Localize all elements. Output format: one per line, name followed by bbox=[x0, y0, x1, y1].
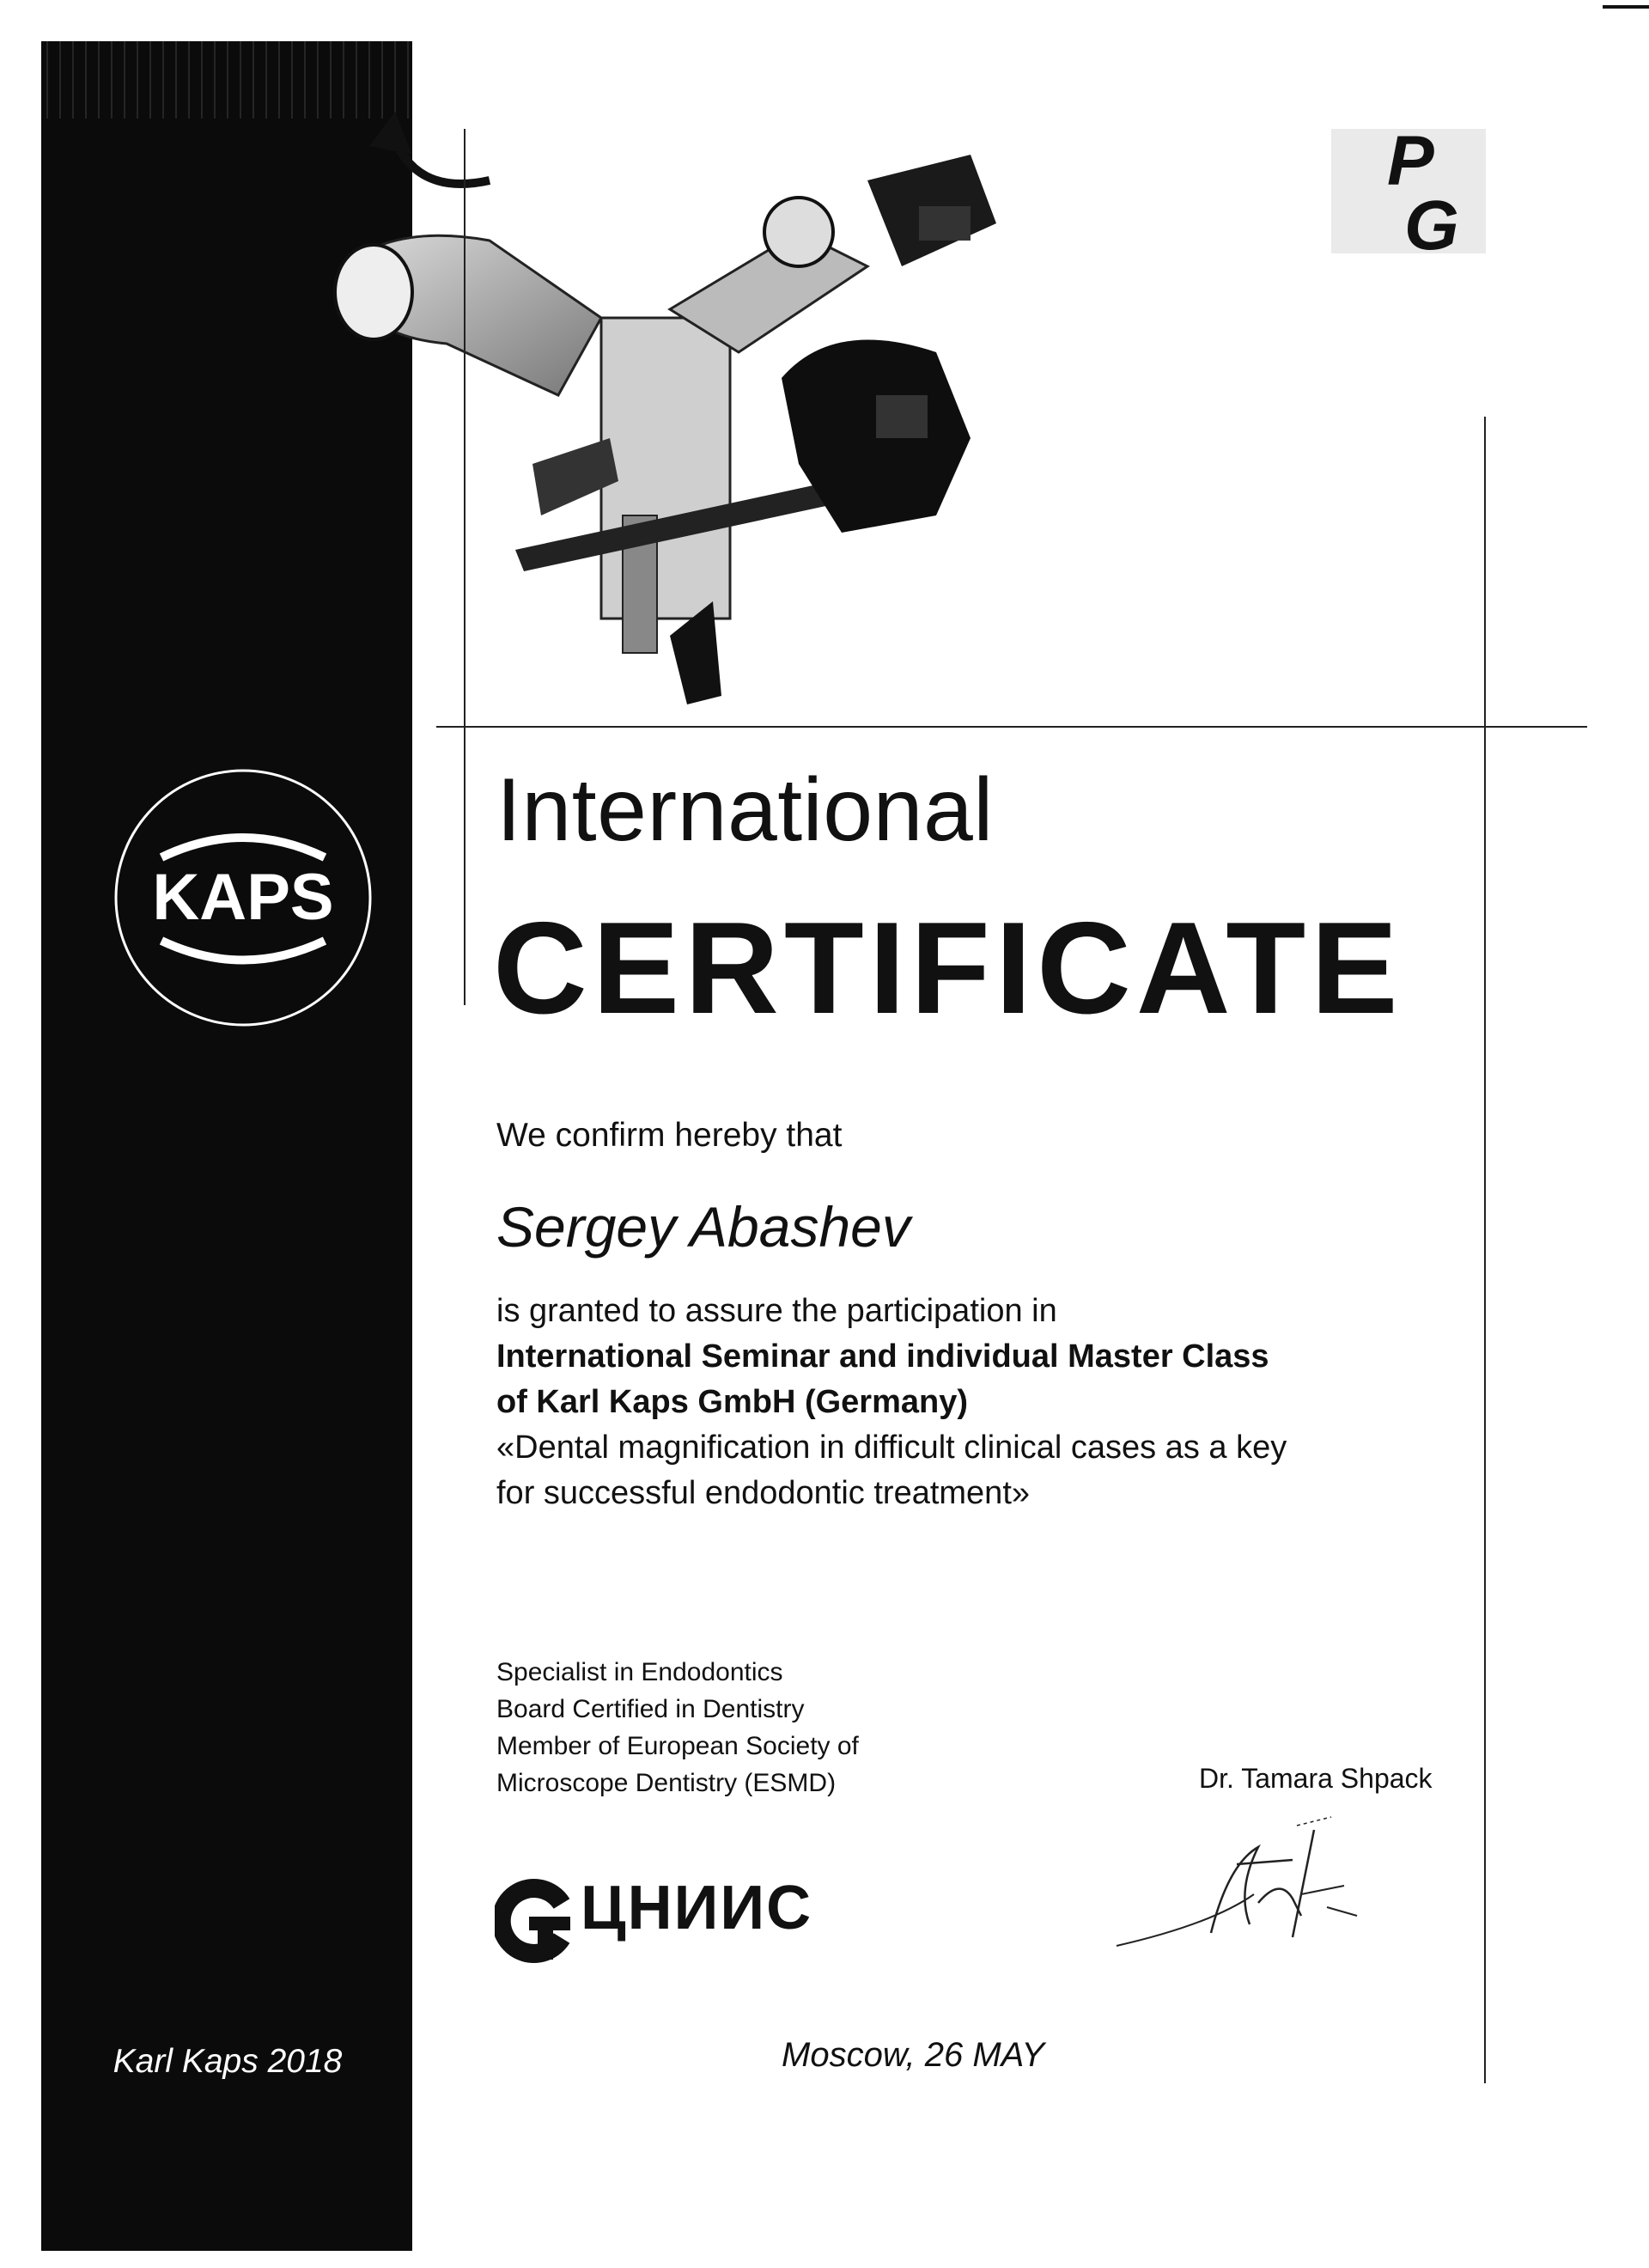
kaps-logo bbox=[110, 765, 376, 1031]
body-paragraph bbox=[496, 1289, 1484, 1516]
credential-1: Specialist in Endodontics bbox=[496, 1658, 783, 1686]
confirm-text: We confirm hereby that bbox=[496, 1117, 843, 1154]
cniis-logo-mark bbox=[495, 1878, 572, 1964]
left-vertical-rule bbox=[464, 129, 465, 1005]
cniis-logo-text: ЦНИИС bbox=[581, 1874, 813, 1942]
pg-logo-bottom: G bbox=[1404, 186, 1459, 258]
place-and-date: Moscow, 26 MAY bbox=[782, 2036, 1045, 2074]
body-line-3: of Karl Kaps GmbH (Germany) bbox=[496, 1384, 968, 1420]
band-footer-text: Karl Kaps 2018 bbox=[113, 2043, 343, 2080]
course-title-line-1: «Dental magnification in difficult clinical cases as a key bbox=[496, 1430, 1287, 1466]
handwritten-signature bbox=[1108, 1813, 1400, 1959]
right-vertical-rule bbox=[1484, 417, 1486, 2083]
pg-logo-top: P bbox=[1387, 122, 1434, 200]
course-title-line-2: for successful endodontic treatment» bbox=[496, 1475, 1031, 1511]
recipient-name: Sergey Abashev bbox=[496, 1195, 910, 1259]
title-certificate: CERTIFICATE bbox=[493, 895, 1403, 1041]
credentials-block bbox=[496, 1654, 859, 1802]
body-line-1: is granted to assure the participation in bbox=[496, 1293, 1057, 1329]
title-international: International bbox=[496, 760, 994, 860]
horizontal-rule bbox=[436, 726, 1587, 728]
body-line-2: International Seminar and individual Master Class bbox=[496, 1338, 1269, 1375]
pg-logo bbox=[1314, 120, 1494, 258]
kaps-logo-text: KAPS bbox=[152, 861, 334, 934]
credential-4: Microscope Dentistry (ESMD) bbox=[496, 1769, 837, 1797]
signer-name: Dr. Tamara Shpack bbox=[1199, 1763, 1433, 1794]
credential-3: Member of European Society of bbox=[496, 1732, 859, 1760]
corner-mark bbox=[1603, 5, 1649, 9]
microscope-illustration bbox=[318, 34, 1091, 722]
credential-2: Board Certified in Dentistry bbox=[496, 1695, 805, 1723]
